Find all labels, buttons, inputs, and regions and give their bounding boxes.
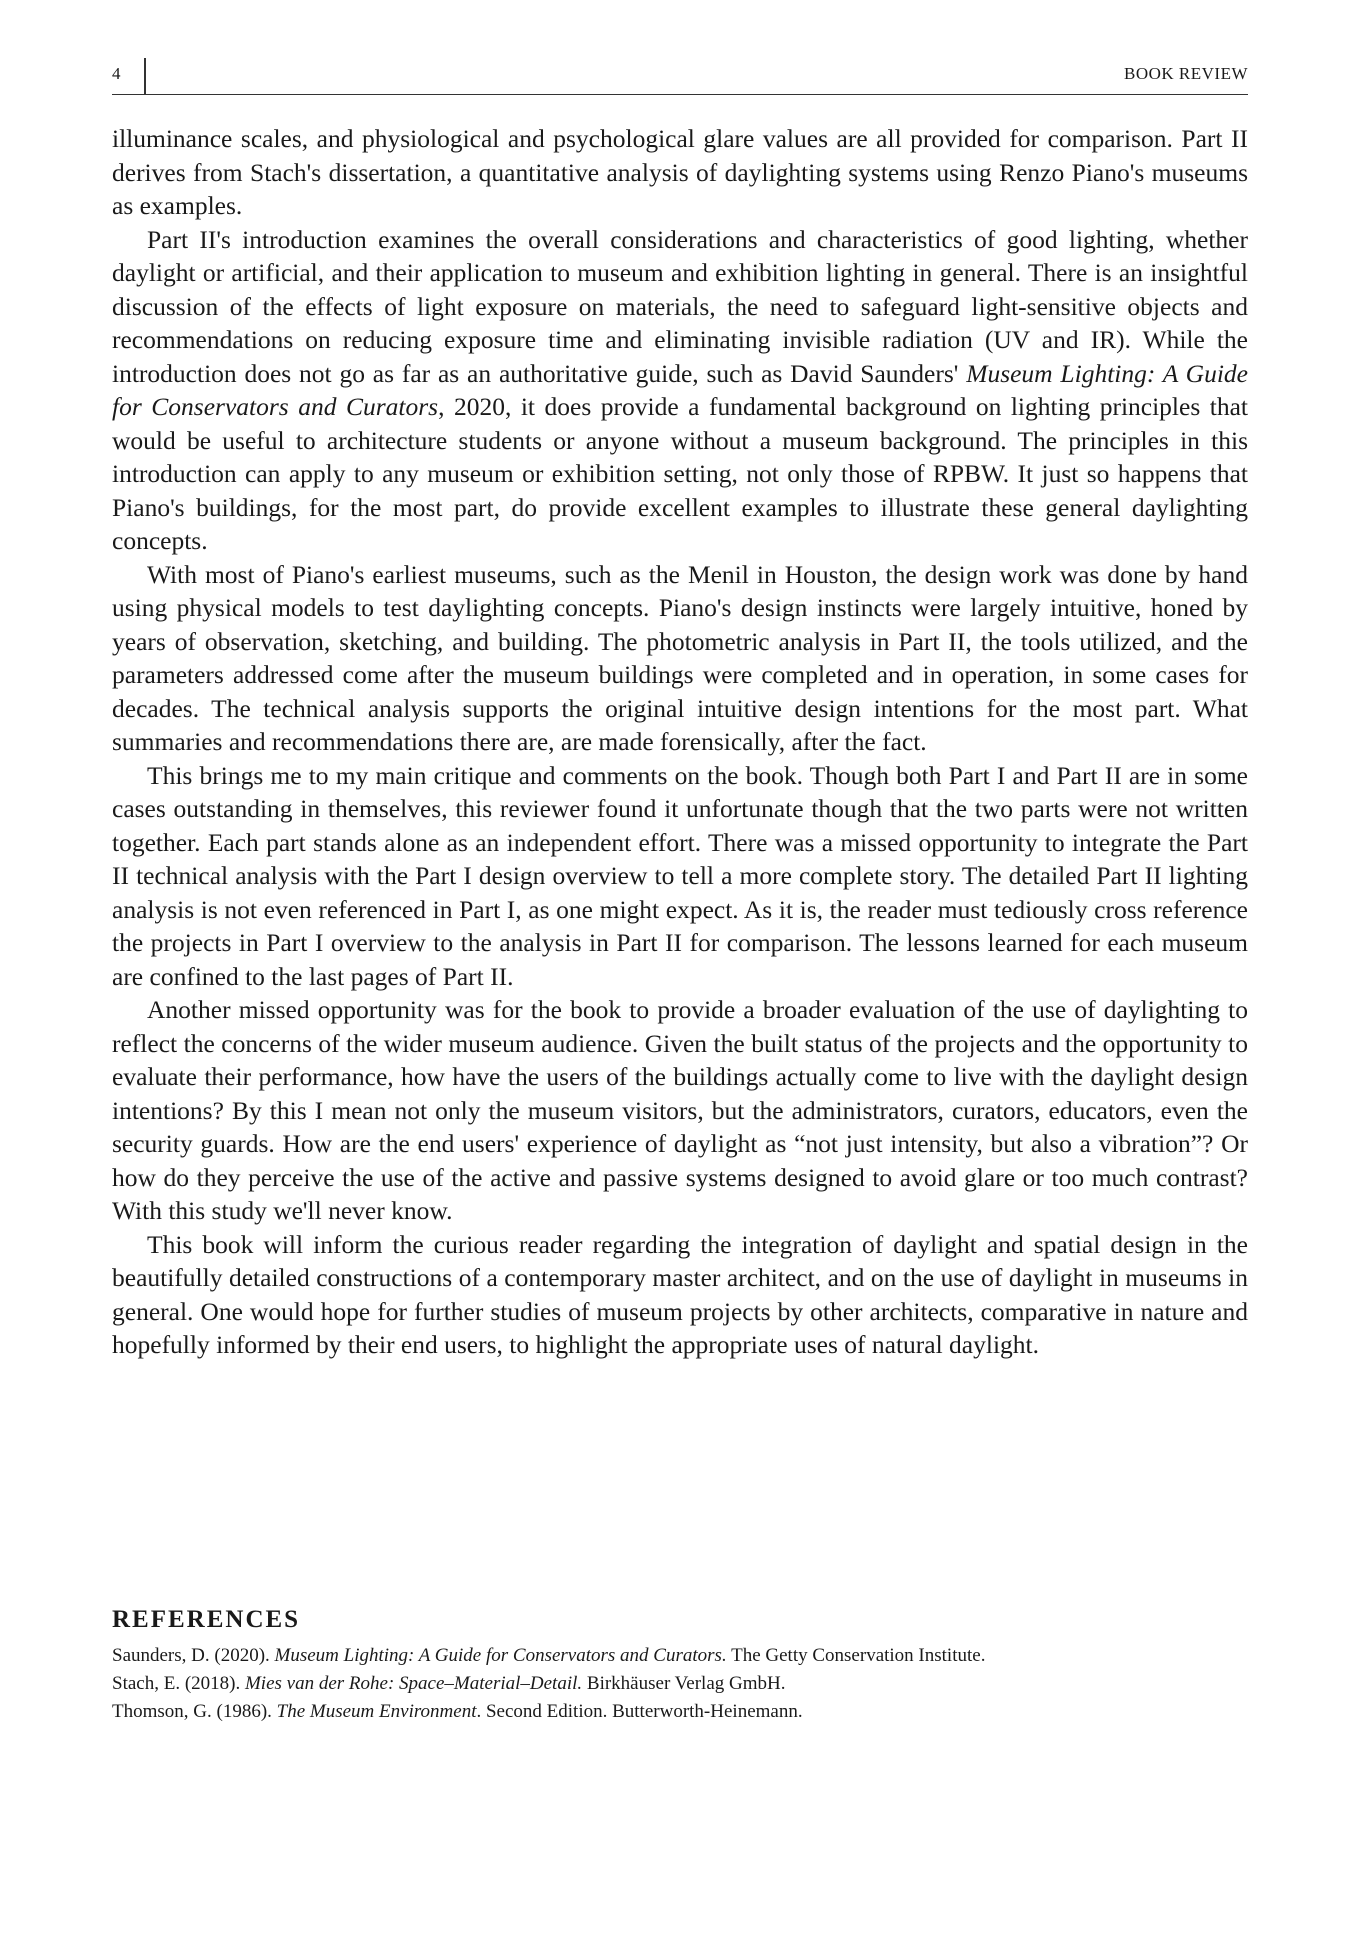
header-divider <box>144 58 146 94</box>
reference-title: The Museum Environment <box>276 1701 477 1722</box>
page-header <box>112 58 1248 95</box>
reference-item <box>112 1642 1248 1670</box>
paragraph-2-text-b: , 2020, it does provide a fundamental background on lighting principles that would be useful to architecture students or anyone without a museum background. The principles in this introduction can apply to any museum or exhibition setting, not only those of RPBW. It just so happens that Piano's buildings, for the most part, do provide excellent examples to illustrate these general daylighting concepts. <box>112 392 1248 555</box>
reference-publisher: . Second Edition. Butterworth-Heinemann. <box>476 1701 803 1722</box>
running-head: BOOK REVIEW <box>1123 64 1248 83</box>
reference-publisher: Birkhäuser Verlag GmbH. <box>582 1673 786 1694</box>
paragraph-2-book-title: Museum Lighting: A Guide for Conservators and Curators <box>112 358 1248 421</box>
paragraph-6: This book will inform the curious reader regarding the integration of daylight and spatial design in the beautifully detailed constructions of a contemporary master architect, and on the use of daylight in museums in general. One would hope for further studies of museum projects by other architects, comparative in nature and hopefully informed by their end users, to highlight the appropriate uses of natural daylight. <box>112 1229 1248 1359</box>
paragraph-5: Another missed opportunity was for the book to provide a broader evaluation of the use of daylighting to reflect the concerns of the wider museum audience. Given the built status of the projects and the opportunity to evaluate their performance, how have the users of the buildings actually come to live with the daylight design intentions? By this I mean not only the museum visitors, but the administrators, curators, educators, even the security guards. How are the end users' experience of daylight as “not just intensity, but also a vibration”? Or how do they perceive the use of the active and passive systems designed to avoid glare or too much contrast? With this study we'll never know. <box>112 995 1248 1225</box>
page-number: 4 <box>112 64 121 83</box>
paragraph-1: illuminance scales, and physiological and psychological glare values are all provided for comparison. Part II derives from Stach's dissertation, a quantitative analysis of daylighting systems using Renzo Piano's museums as examples. <box>112 124 1248 220</box>
paragraph-2 <box>112 223 1248 558</box>
reference-item <box>112 1698 1248 1726</box>
paragraph-3: With most of Piano's earliest museums, such as the Menil in Houston, the design work was done by hand using physical models to test daylighting concepts. Piano's design instincts were largely intuitive, honed by years of observation, sketching, and building. The photometric analysis in Part II, the tools utilized, and the parameters addressed come after the museum buildings were completed and in operation, in some cases for decades. The technical analysis supports the original intuitive design intentions for the most part. What summaries and recommendations there are, are made forensically, after the fact. <box>112 559 1248 756</box>
references-section <box>112 1606 1248 1726</box>
references-heading: REFERENCES <box>112 1606 301 1633</box>
reference-publisher: The Getty Conservation Institute. <box>726 1645 986 1666</box>
reference-title: Mies van der Rohe: Space–Material–Detail. <box>244 1673 583 1694</box>
reference-author: Saunders, D. (2020). <box>112 1645 275 1666</box>
reference-item <box>112 1670 1248 1698</box>
paragraph-4: This brings me to my main critique and comments on the book. Though both Part I and Part II are in some cases outstanding in themselves, this reviewer found it unfortunate though that the two parts were not written together. Each part stands alone as an independent effort. There was a missed opportunity to integrate the Part II technical analysis with the Part I design overview to tell a more complete story. The detailed Part II lighting analysis is not even referenced in Part I, as one might expect. As it is, the reader must tediously cross reference the projects in Part I overview to the analysis in Part II for comparison. The lessons learned for each museum are confined to the last pages of Part II. <box>112 760 1248 991</box>
reference-author: Thomson, G. (1986). <box>112 1701 277 1722</box>
paragraph-2-text-a: Part II's introduction examines the overall considerations and characteristics of good lighting, whether daylight or artificial, and their application to museum and exhibition lighting in general. There is an insightful discussion of the effects of light exposure on materials, the need to safeguard light-sensitive objects and recommendations on reducing exposure time and eliminating invisible radiation (UV and IR). While the introduction does not go as far as an authoritative guide, such as David Saunders' <box>112 224 1248 388</box>
reference-title: Museum Lighting: A Guide for Conservators and Curators. <box>274 1645 727 1666</box>
reference-author: Stach, E. (2018). <box>112 1673 245 1694</box>
article-body <box>112 122 1248 1362</box>
